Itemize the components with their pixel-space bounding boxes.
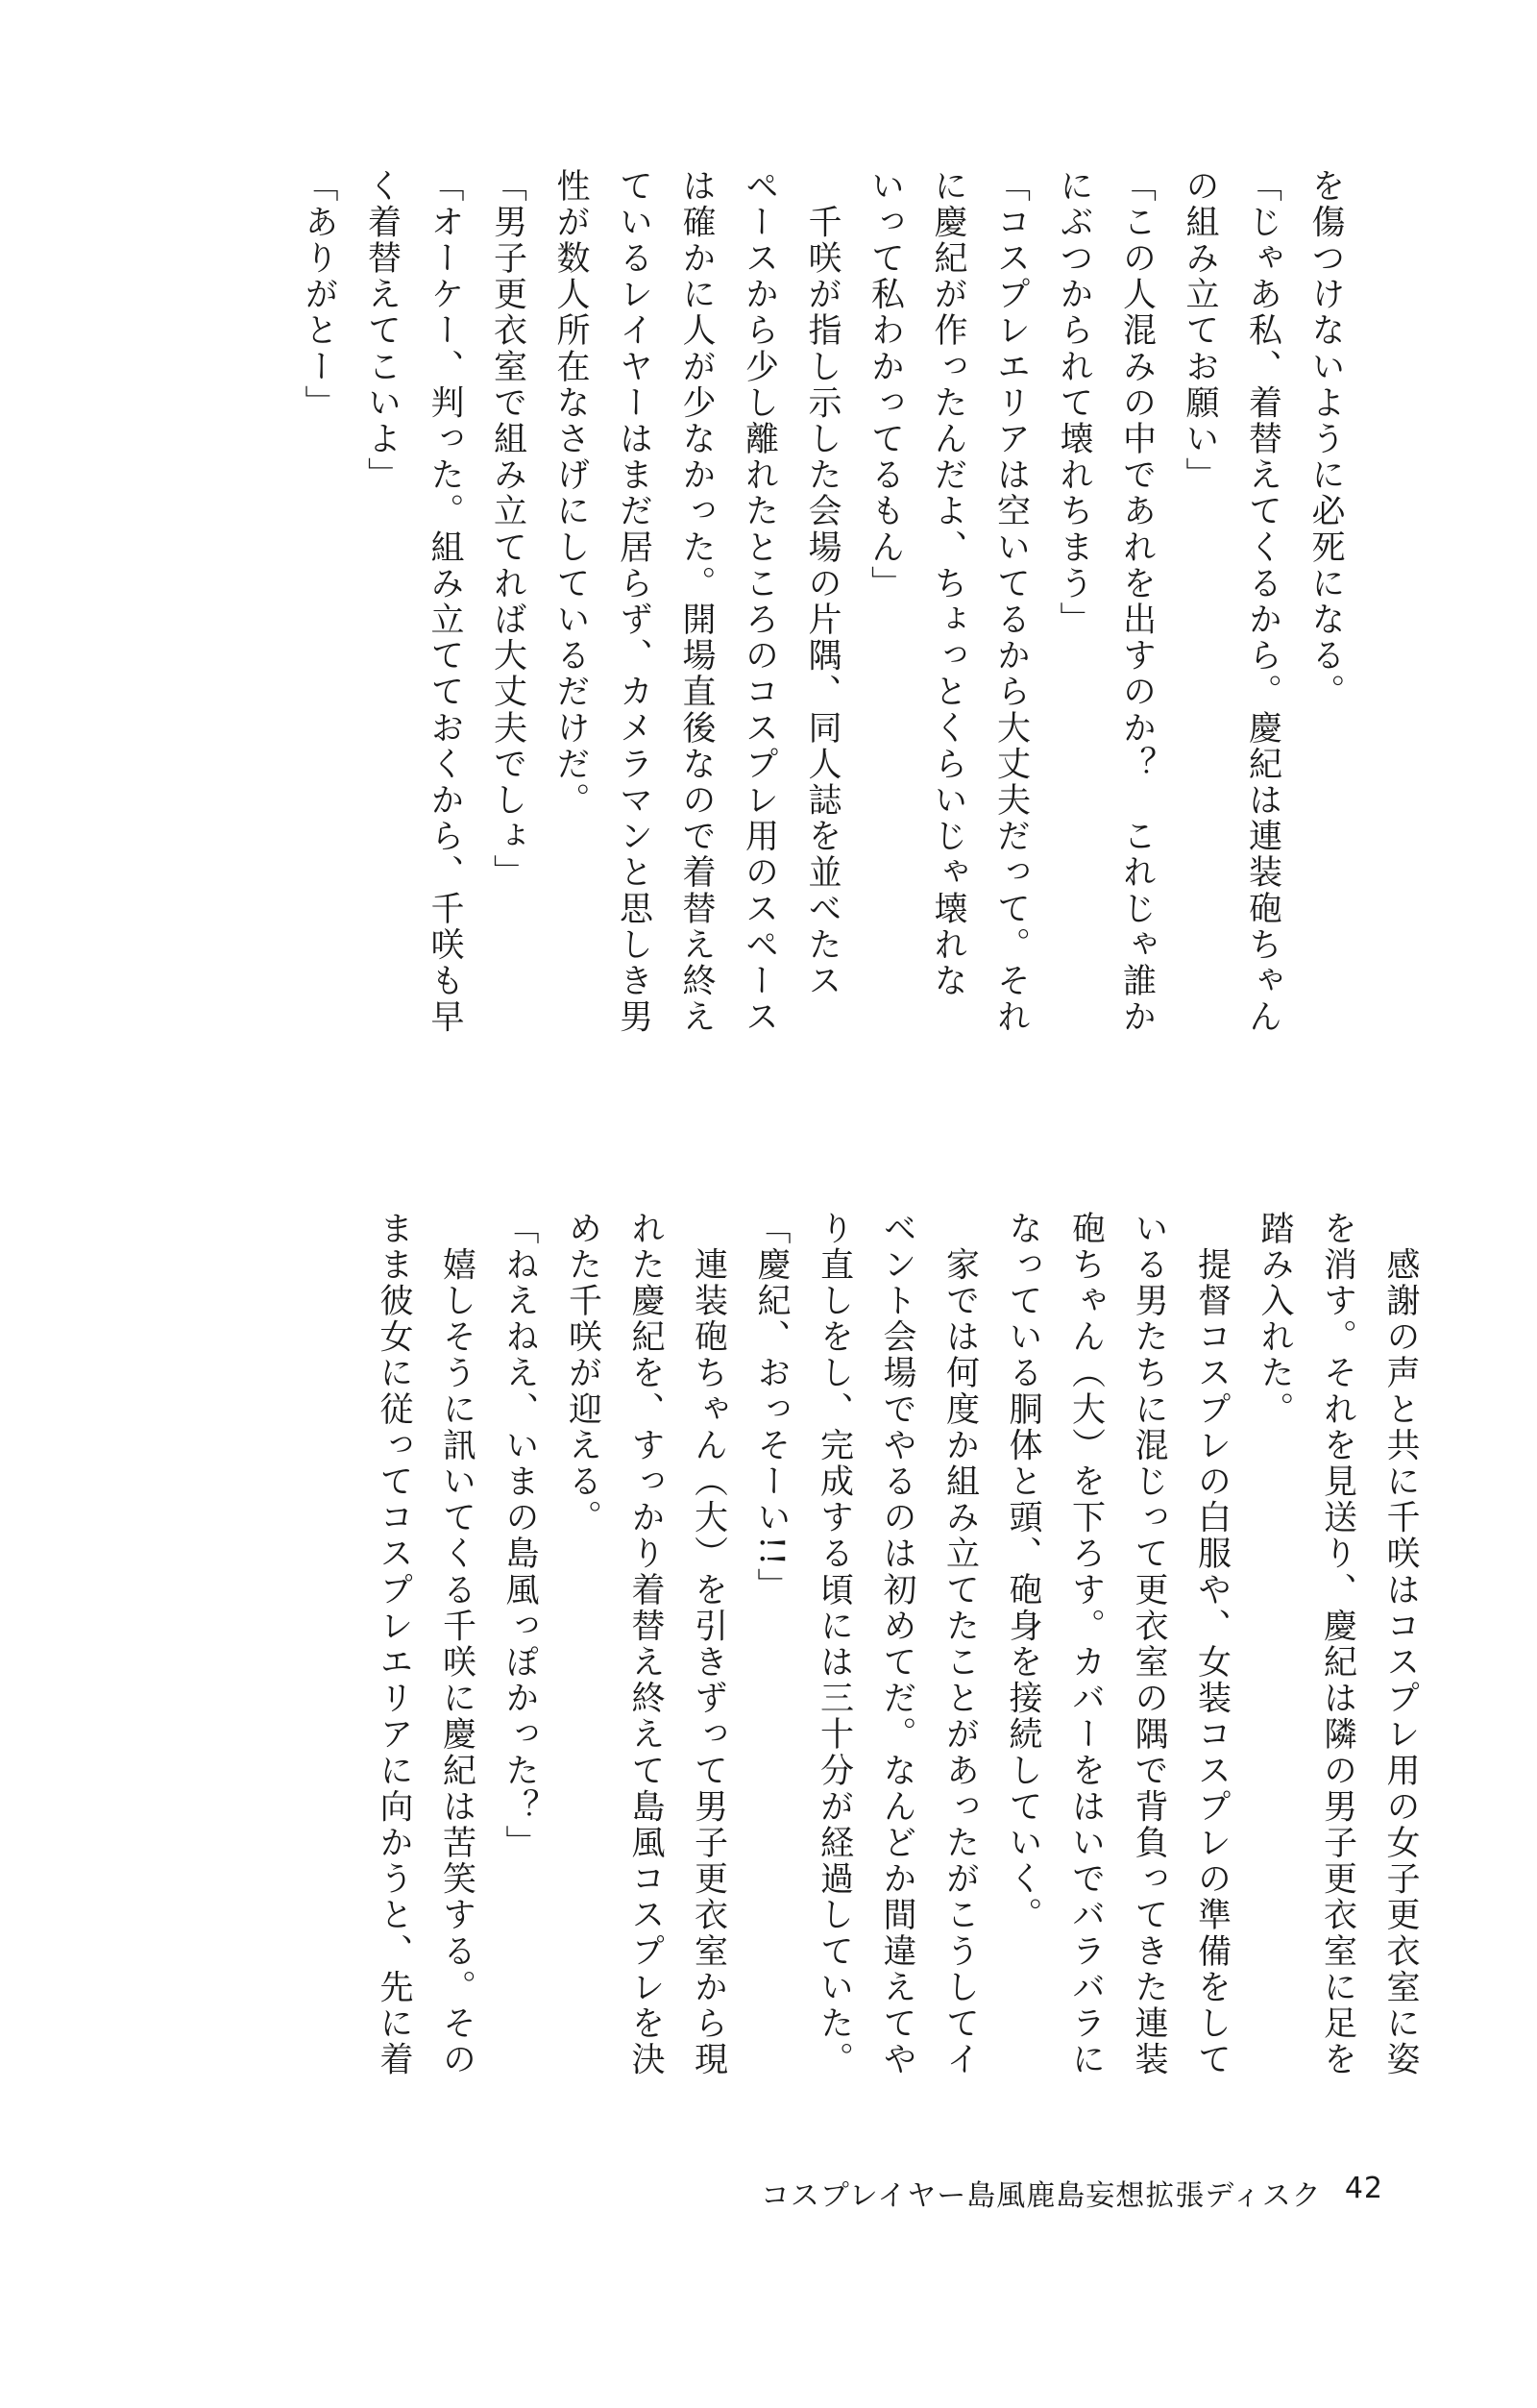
text-line: は確かに人が少なかった。開場直後なので着替え終え xyxy=(677,168,716,1036)
text-line: 「じゃあ私、着替えてくるから。慶紀は連装砲ちゃん xyxy=(1243,168,1282,1036)
text-line: の組み立てお願い」 xyxy=(1181,168,1219,494)
lower-text-column xyxy=(362,1211,1432,2172)
text-line: 性が数人所在なさげにしているだけだ。 xyxy=(551,168,590,819)
text-line: 家では何度か組み立てたことがあったがこうしてイ xyxy=(940,1211,980,2078)
text-line: り直しをし、完成する頃には三十分が経過していた。 xyxy=(815,1211,854,2078)
text-line: 「男子更衣室で組み立てれば大丈夫でしょ」 xyxy=(488,168,527,891)
text-line: 感謝の声と共に千咲はコスプレ用の女子更衣室に姿 xyxy=(1381,1211,1420,2078)
page-footer xyxy=(761,2172,1383,2214)
text-line: にぶつかられて壊れちまう」 xyxy=(1055,168,1093,638)
text-line: を消す。それを見送り、慶紀は隣の男子更衣室に足を xyxy=(1318,1211,1357,2078)
text-line: 提督コスプレの白服や、女装コスプレの準備をして xyxy=(1192,1211,1232,2078)
text-line: いる男たちに混じって更衣室の隅で背負ってきた連装 xyxy=(1130,1211,1168,2078)
text-line: 「ありがとー」 xyxy=(300,168,338,422)
text-line: ているレイヤーはまだ居らず、カメラマンと思しき男 xyxy=(614,168,653,1036)
text-line: 千咲が指し示した会場の片隅、同人誌を並べたス xyxy=(803,168,842,999)
text-line: めた千咲が迎える。 xyxy=(563,1211,602,1536)
text-line: 「ねえねえ、いまの島風っぽかった？」 xyxy=(500,1211,539,1861)
text-line: 「オーケー、判った。組み立てておくから、千咲も早 xyxy=(426,168,464,1036)
text-line: 「この人混みの中であれを出すのか？ これじゃ誰か xyxy=(1117,168,1157,1036)
book-title: コスプレイヤー島風鹿島妄想拡張ディスク xyxy=(760,2179,1322,2213)
text-line: 踏み入れた。 xyxy=(1256,1211,1294,1428)
text-line: ペースから少し離れたところのコスプレ用のスペース xyxy=(740,168,779,1036)
upper-text-column xyxy=(287,168,1357,1129)
text-line: 砲ちゃん（大）を下ろす。カバーをはいでバラバラに xyxy=(1066,1211,1106,2078)
text-line: ベント会場でやるのは初めてだ。なんどか間違えてや xyxy=(878,1211,916,2078)
text-line: いって私わかってるもん」 xyxy=(866,168,905,602)
text-line: れた慶紀を、すっかり着替え終えて島風コスプレを決 xyxy=(626,1211,665,2078)
text-line: 連装砲ちゃん（大）を引きずって男子更衣室から現 xyxy=(689,1211,728,2078)
text-line: く着替えてこいよ」 xyxy=(362,168,402,494)
text-line: 「コスプレエリアは空いてるから大丈夫だって。それ xyxy=(991,168,1031,1036)
page-number: 42 xyxy=(1344,2172,1383,2205)
text-line: 「慶紀、おっそーい!!」 xyxy=(752,1211,791,1605)
text-line: まま彼女に従ってコスプレエリアに向かうと、先に着 xyxy=(375,1211,413,2078)
text-line: なっている胴体と頭、砲身を接続していく。 xyxy=(1004,1211,1042,1933)
text-line: に慶紀が作ったんだよ、ちょっとくらいじゃ壊れな xyxy=(929,168,967,999)
text-line: 嬉しそうに訊いてくる千咲に慶紀は苦笑する。その xyxy=(437,1211,476,2078)
text-line: を傷つけないように必死になる。 xyxy=(1306,168,1345,710)
